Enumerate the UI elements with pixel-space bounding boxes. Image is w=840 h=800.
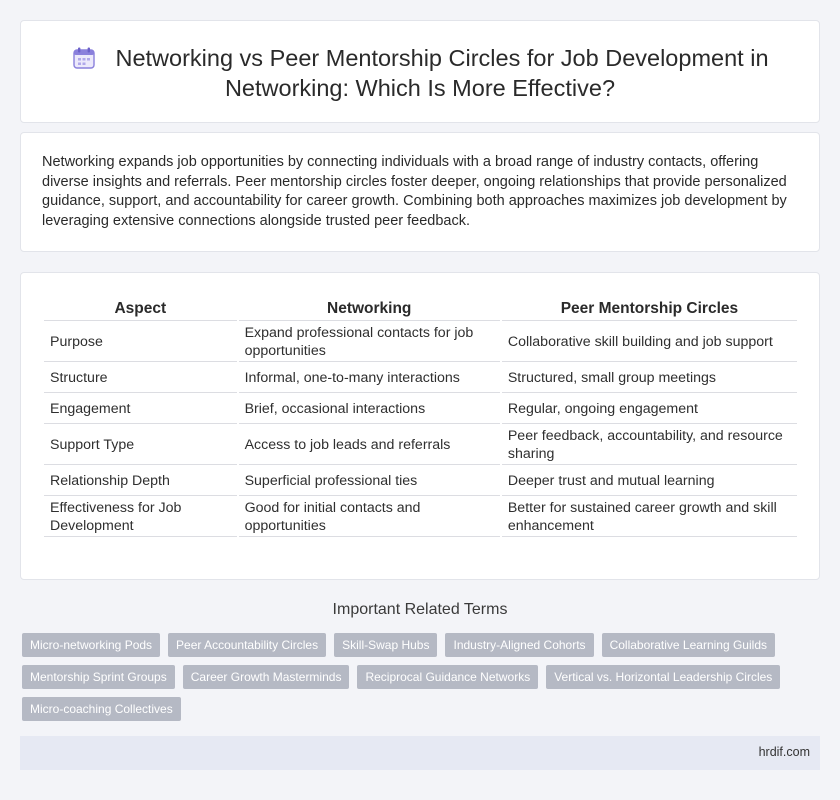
title-card (20, 20, 820, 123)
table-cell: Support Type (44, 426, 237, 465)
title-text: Networking vs Peer Mentorship Circles for Job Development in Networking: Which Is More Effective? (115, 45, 769, 101)
header-peer-mentorship: Peer Mentorship Circles (502, 297, 797, 321)
table-row (44, 467, 797, 496)
comparison-table (42, 295, 799, 539)
table-cell: Collaborative skill building and job support (502, 323, 797, 362)
footer-bar (20, 736, 820, 770)
table-row (44, 426, 797, 465)
table-row (44, 395, 797, 424)
related-term-tag[interactable]: Peer Accountability Circles (168, 633, 326, 657)
table-cell: Good for initial contacts and opportunities (239, 498, 500, 537)
table-cell: Structured, small group meetings (502, 364, 797, 393)
table-row (44, 323, 797, 362)
table-cell: Brief, occasional interactions (239, 395, 500, 424)
table-cell: Deeper trust and mutual learning (502, 467, 797, 496)
table-cell: Regular, ongoing engagement (502, 395, 797, 424)
footer-site-link[interactable]: hrdif.com (758, 745, 810, 759)
comparison-table-card (20, 272, 820, 580)
table-header-row (44, 297, 797, 321)
related-terms-list (22, 633, 802, 729)
table-cell: Purpose (44, 323, 237, 362)
header-networking: Networking (239, 297, 500, 321)
calendar-icon (71, 45, 97, 71)
table-cell: Peer feedback, accountability, and resource sharing (502, 426, 797, 465)
table-cell: Engagement (44, 395, 237, 424)
table-row (44, 364, 797, 393)
related-term-tag[interactable]: Reciprocal Guidance Networks (357, 665, 538, 689)
table-cell: Structure (44, 364, 237, 393)
related-term-tag[interactable]: Mentorship Sprint Groups (22, 665, 175, 689)
header-aspect: Aspect (44, 297, 237, 321)
table-cell: Access to job leads and referrals (239, 426, 500, 465)
table-row (44, 498, 797, 537)
related-term-tag[interactable]: Micro-networking Pods (22, 633, 160, 657)
summary-card (20, 132, 820, 252)
related-term-tag[interactable]: Collaborative Learning Guilds (602, 633, 775, 657)
table-cell: Relationship Depth (44, 467, 237, 496)
related-term-tag[interactable]: Micro-coaching Collectives (22, 697, 181, 721)
page-title (21, 43, 819, 103)
related-term-tag[interactable]: Skill-Swap Hubs (334, 633, 437, 657)
related-term-tag[interactable]: Industry-Aligned Cohorts (445, 633, 593, 657)
related-term-tag[interactable]: Career Growth Masterminds (183, 665, 350, 689)
table-cell: Expand professional contacts for job opportunities (239, 323, 500, 362)
summary-text: Networking expands job opportunities by connecting individuals with a broad range of industry contacts, offering diverse insights and referrals. Peer mentorship circles foster deeper, ongoing relationships that provide personalized guidance, support, and accountability for career growth. Combining both approaches maximizes job development by leveraging extensive connections alongside trusted peer feedback. (42, 154, 787, 229)
table-cell: Informal, one-to-many interactions (239, 364, 500, 393)
table-cell: Effectiveness for Job Development (44, 498, 237, 537)
related-term-tag[interactable]: Vertical vs. Horizontal Leadership Circles (546, 665, 780, 689)
related-terms-heading: Important Related Terms (332, 601, 508, 618)
table-cell: Better for sustained career growth and skill enhancement (502, 498, 797, 537)
table-cell: Superficial professional ties (239, 467, 500, 496)
